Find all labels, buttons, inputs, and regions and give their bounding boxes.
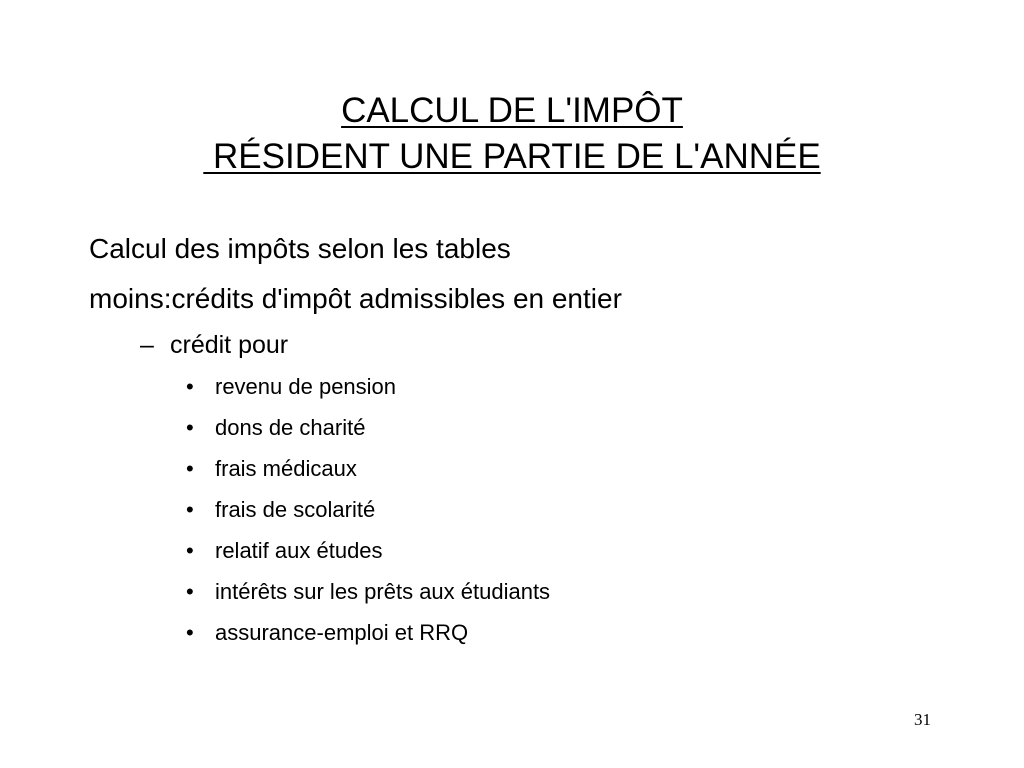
list-item-label: revenu de pension	[215, 374, 397, 399]
slide-title	[0, 88, 1024, 180]
list-item	[186, 577, 550, 618]
list-item-label: frais de scolarité	[215, 497, 376, 522]
list-item	[186, 413, 550, 454]
list-item-label: dons de charité	[215, 415, 366, 440]
slide-title-line-1: CALCUL DE L'IMPÔT	[341, 91, 683, 130]
list-item-label: assurance-emploi et RRQ	[215, 620, 469, 645]
list-item	[186, 495, 550, 536]
bullet-marker: •	[186, 415, 194, 440]
list-item	[186, 372, 550, 413]
subpoint-credit-for	[140, 330, 288, 360]
bullet-marker: •	[186, 620, 194, 645]
point-tax-calculation: Calcul des impôts selon les tables	[89, 233, 511, 264]
list-item	[186, 536, 550, 577]
bullet-marker: •	[186, 456, 194, 481]
list-item-label: frais médicaux	[215, 456, 357, 481]
credit-list	[186, 372, 550, 659]
list-item-label: intérêts sur les prêts aux étudiants	[215, 579, 551, 604]
bullet-marker: •	[186, 374, 194, 399]
list-item-label: relatif aux études	[215, 538, 383, 563]
point-credits: moins:crédits d'impôt admissibles en entier	[89, 283, 622, 314]
bullet-marker: •	[186, 579, 194, 604]
slide-title-line-2: RÉSIDENT UNE PARTIE DE L'ANNÉE	[203, 137, 821, 176]
bullet-marker: •	[186, 497, 194, 522]
list-item	[186, 618, 550, 659]
bullet-marker: •	[186, 538, 194, 563]
subpoint-label: crédit pour	[170, 331, 289, 359]
page-number: 31	[914, 710, 931, 729]
dash-marker: –	[140, 331, 154, 359]
list-item	[186, 454, 550, 495]
